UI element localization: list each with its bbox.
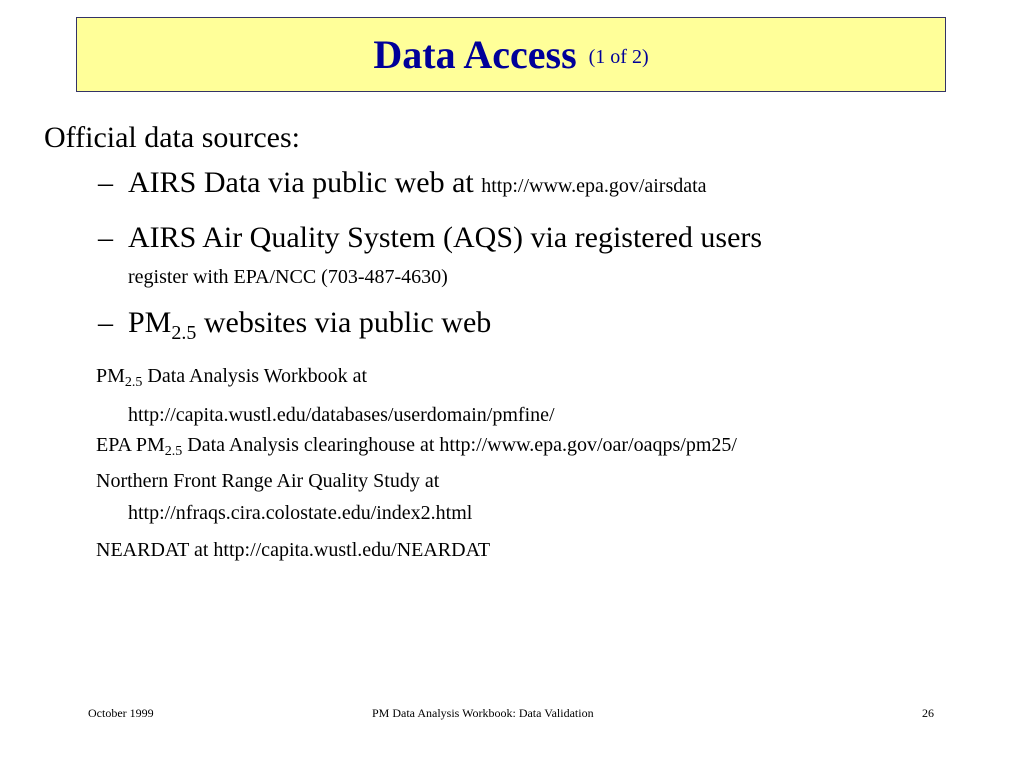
pm-subscript: 2.5 [124,375,143,390]
pm-label: PM [96,365,125,387]
site-clearinghouse [96,429,737,468]
slide-title-part: (1 of 2) [588,46,649,68]
site-prefix: EPA PM [96,434,165,456]
slide-title: Data Access [373,31,577,77]
workbook-link[interactable]: http://capita.wustl.edu/databases/userdomain/pmfine/ [128,404,555,426]
site-nfraqs [96,465,472,529]
bullet-dash: – [98,221,113,254]
page-number: 26 [922,706,934,720]
pm-subscript: 2.5 [164,444,183,459]
site-text: Northern Front Range Air Quality Study at [96,470,440,492]
bullet-text: AIRS Air Quality System (AQS) via registered users [128,221,763,254]
bullet-dash: – [98,166,113,199]
bullet-dash: – [98,306,113,339]
site-neardat [96,534,490,566]
bullet-airs-data [98,166,707,200]
site-text: Data Analysis Workbook at [142,365,368,387]
bullet-aqs [98,221,762,255]
bullet-text: AIRS Data via public web at [128,166,482,199]
pm-label: PM [128,306,172,339]
clearinghouse-text[interactable]: Data Analysis clearinghouse at http://www.epa.gov/oar/oaqps/pm25/ [182,434,737,456]
site-workbook [96,360,555,431]
bullet-text: websites via public web [196,306,492,339]
neardat-text[interactable]: NEARDAT at http://capita.wustl.edu/NEARDAT [96,539,491,561]
bullet-pm-websites [98,306,491,345]
footer-date: October 1999 [88,706,154,720]
section-heading: Official data sources: [44,121,301,154]
aqs-registration-note: register with EPA/NCC (703-487-4630) [128,266,448,288]
airsdata-link[interactable]: http://www.epa.gov/airsdata [481,175,707,197]
footer-title: PM Data Analysis Workbook: Data Validation [372,706,594,720]
nfraqs-link[interactable]: http://nfraqs.cira.colostate.edu/index2.html [128,502,473,524]
pm-subscript: 2.5 [171,322,197,344]
